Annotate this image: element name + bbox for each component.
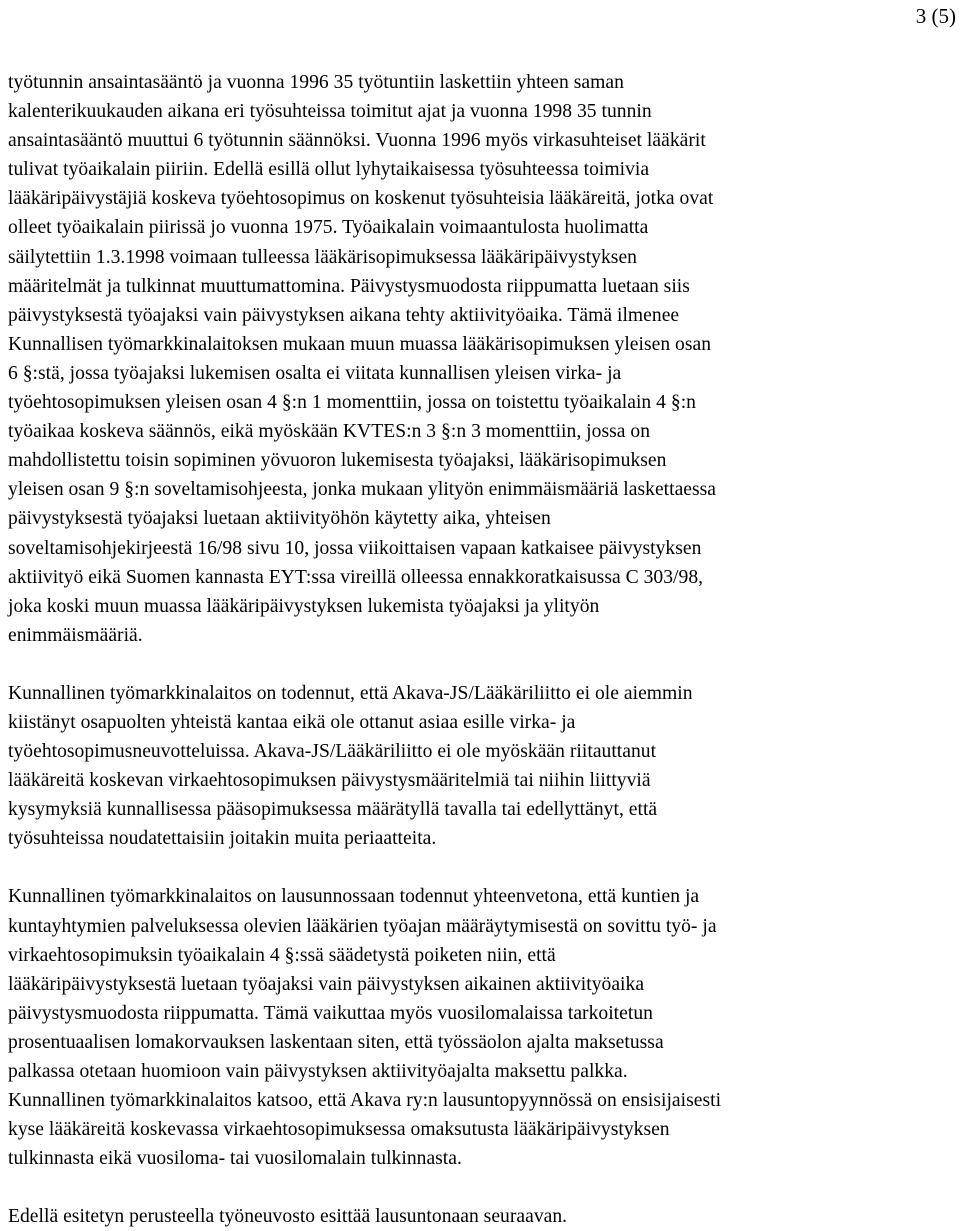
text-line: yleisen osan 9 §:n soveltamisohjeesta, jonka mukaan ylityön enimmäismääriä laskettaessa — [8, 479, 717, 501]
text-line: työsuhteissa noudatettaisiin joitakin muita periaatteita. — [8, 828, 437, 850]
text-line: ansaintasääntö muuttui 6 työtunnin säännöksi. Vuonna 1996 myös virkasuhteiset lääkärit — [8, 130, 706, 152]
text-line: säilytettiin 1.3.1998 voimaan tulleessa lääkärisopimuksessa lääkäripäivystyksen — [8, 246, 637, 268]
text-line: päivystysmuodosta riippumatta. Tämä vaikuttaa myös vuosilomalaissa tarkoitetun — [8, 1002, 653, 1024]
paragraph — [8, 679, 908, 854]
text-line: aktiivityö eikä Suomen kannasta EYT:ssa vireillä olleessa ennakkoratkaisussa C 303/98, — [8, 566, 704, 588]
page-number: 3 (5) — [915, 4, 956, 28]
text-line: lääkäreitä koskevan virkaehtosopimuksen päivystysmääritelmiä tai niihin liittyviä — [8, 770, 651, 792]
text-line: soveltamisohjekirjeestä 16/98 sivu 10, jossa viikoittaisen vapaan katkaisee päivystyksen — [8, 537, 702, 559]
text-line: tulkinnasta eikä vuosiloma- tai vuosilomalain tulkinnasta. — [8, 1148, 462, 1170]
text-line: mahdollistettu toisin sopiminen yövuoron lukemisesta työajaksi, lääkärisopimuksen — [8, 450, 667, 472]
text-line: enimmäismääriä. — [8, 624, 143, 646]
text-line: kuntayhtymien palveluksessa olevien lääkärien työajan määräytymisestä on sovittu työ- ja — [8, 915, 717, 937]
text-line: joka koski muun muassa lääkäripäivystyksen lukemista työajaksi ja ylityön — [8, 595, 600, 617]
paragraph — [8, 882, 908, 1173]
paragraph-spacer — [8, 853, 908, 882]
text-line: työaikaa koskeva säännös, eikä myöskään KVTES:n 3 §:n 3 momenttiin, jossa on — [8, 421, 651, 443]
paragraph-spacer — [8, 1173, 908, 1202]
text-line: Edellä esitetyn perusteella työneuvosto esittää lausuntonaan seuraavan. — [8, 1206, 568, 1228]
text-line: Kunnallinen työmarkkinalaitos katsoo, että Akava ry:n lausuntopyynnössä on ensisijaisesti — [8, 1090, 722, 1112]
text-line: prosentuaalisen lomakorvauksen laskentaan siten, että työssäolon ajalta maksetussa — [8, 1031, 664, 1053]
text-line: Kunnallisen työmarkkinalaitoksen mukaan muun muassa lääkärisopimuksen yleisen osan — [8, 333, 712, 355]
text-line: kysymyksiä kunnallisessa pääsopimuksessa määrätyllä tavalla tai edellyttänyt, että — [8, 799, 658, 821]
text-line: palkassa otetaan huomioon vain päivystyksen aktiivityöajalta maksettu palkka. — [8, 1061, 628, 1082]
paragraph — [8, 1202, 908, 1231]
paragraph-spacer — [8, 650, 908, 679]
text-line: 6 §:stä, jossa työajaksi lukemisen osalta ei viitata kunnallisen yleisen virka- ja — [8, 362, 622, 384]
text-line: virkaehtosopimuksin työaikalain 4 §:ssä säädetystä poiketen niin, että — [8, 944, 556, 966]
text-line: Kunnallinen työmarkkinalaitos on lausunnossaan todennut yhteenvetona, että kuntien ja — [8, 886, 700, 908]
text-line: kyse lääkäreitä koskevassa virkaehtosopimuksessa omaksutusta lääkäripäivystyksen — [8, 1119, 670, 1141]
text-line: päivystyksestä työajaksi vain päivystyksen aikana tehty aktiivityöaika. Tämä ilmenee — [8, 304, 680, 326]
document-body — [8, 68, 908, 1231]
text-line: työtunnin ansaintasääntö ja vuonna 1996 35 työtuntiin laskettiin yhteen saman — [8, 72, 624, 93]
text-line: Kunnallinen työmarkkinalaitos on todennut, että Akava-JS/Lääkäriliitto ei ole aiemmin — [8, 682, 693, 704]
text-line: työehtosopimuksen yleisen osan 4 §:n 1 momenttiin, jossa on toistettu työaikalain 4 §:n — [8, 392, 696, 414]
text-line: kalenterikuukauden aikana eri työsuhteissa toimitut ajat ja vuonna 1998 35 tunnin — [8, 101, 652, 123]
text-line: olleet työaikalain piirissä jo vuonna 1975. Työaikalain voimaantulosta huolimatta — [8, 217, 649, 239]
text-line: määritelmät ja tulkinnat muuttumattomina. Päivystysmuodosta riippumatta luetaan siis — [8, 275, 690, 297]
text-line: päivystyksestä työajaksi luetaan aktiivityöhön käytetty aika, yhteisen — [8, 508, 551, 530]
text-line: tulivat työaikalain piiriin. Edellä esillä ollut lyhytaikaisessa työsuhteessa toimivia — [8, 159, 650, 181]
text-line: lääkäripäivystyksestä luetaan työajaksi vain päivystyksen aikainen aktiivityöaika — [8, 973, 645, 995]
paragraph — [8, 68, 908, 650]
text-line: lääkäripäivystäjiä koskeva työehtosopimus on koskenut työsuhteisia lääkäreitä, jotka ovat — [8, 188, 714, 210]
text-line: kiistänyt osapuolten yhteistä kantaa eikä ole ottanut asiaa esille virka- ja — [8, 711, 576, 733]
text-line: työehtosopimusneuvotteluissa. Akava-JS/Lääkäriliitto ei ole myöskään riitauttanut — [8, 741, 657, 763]
